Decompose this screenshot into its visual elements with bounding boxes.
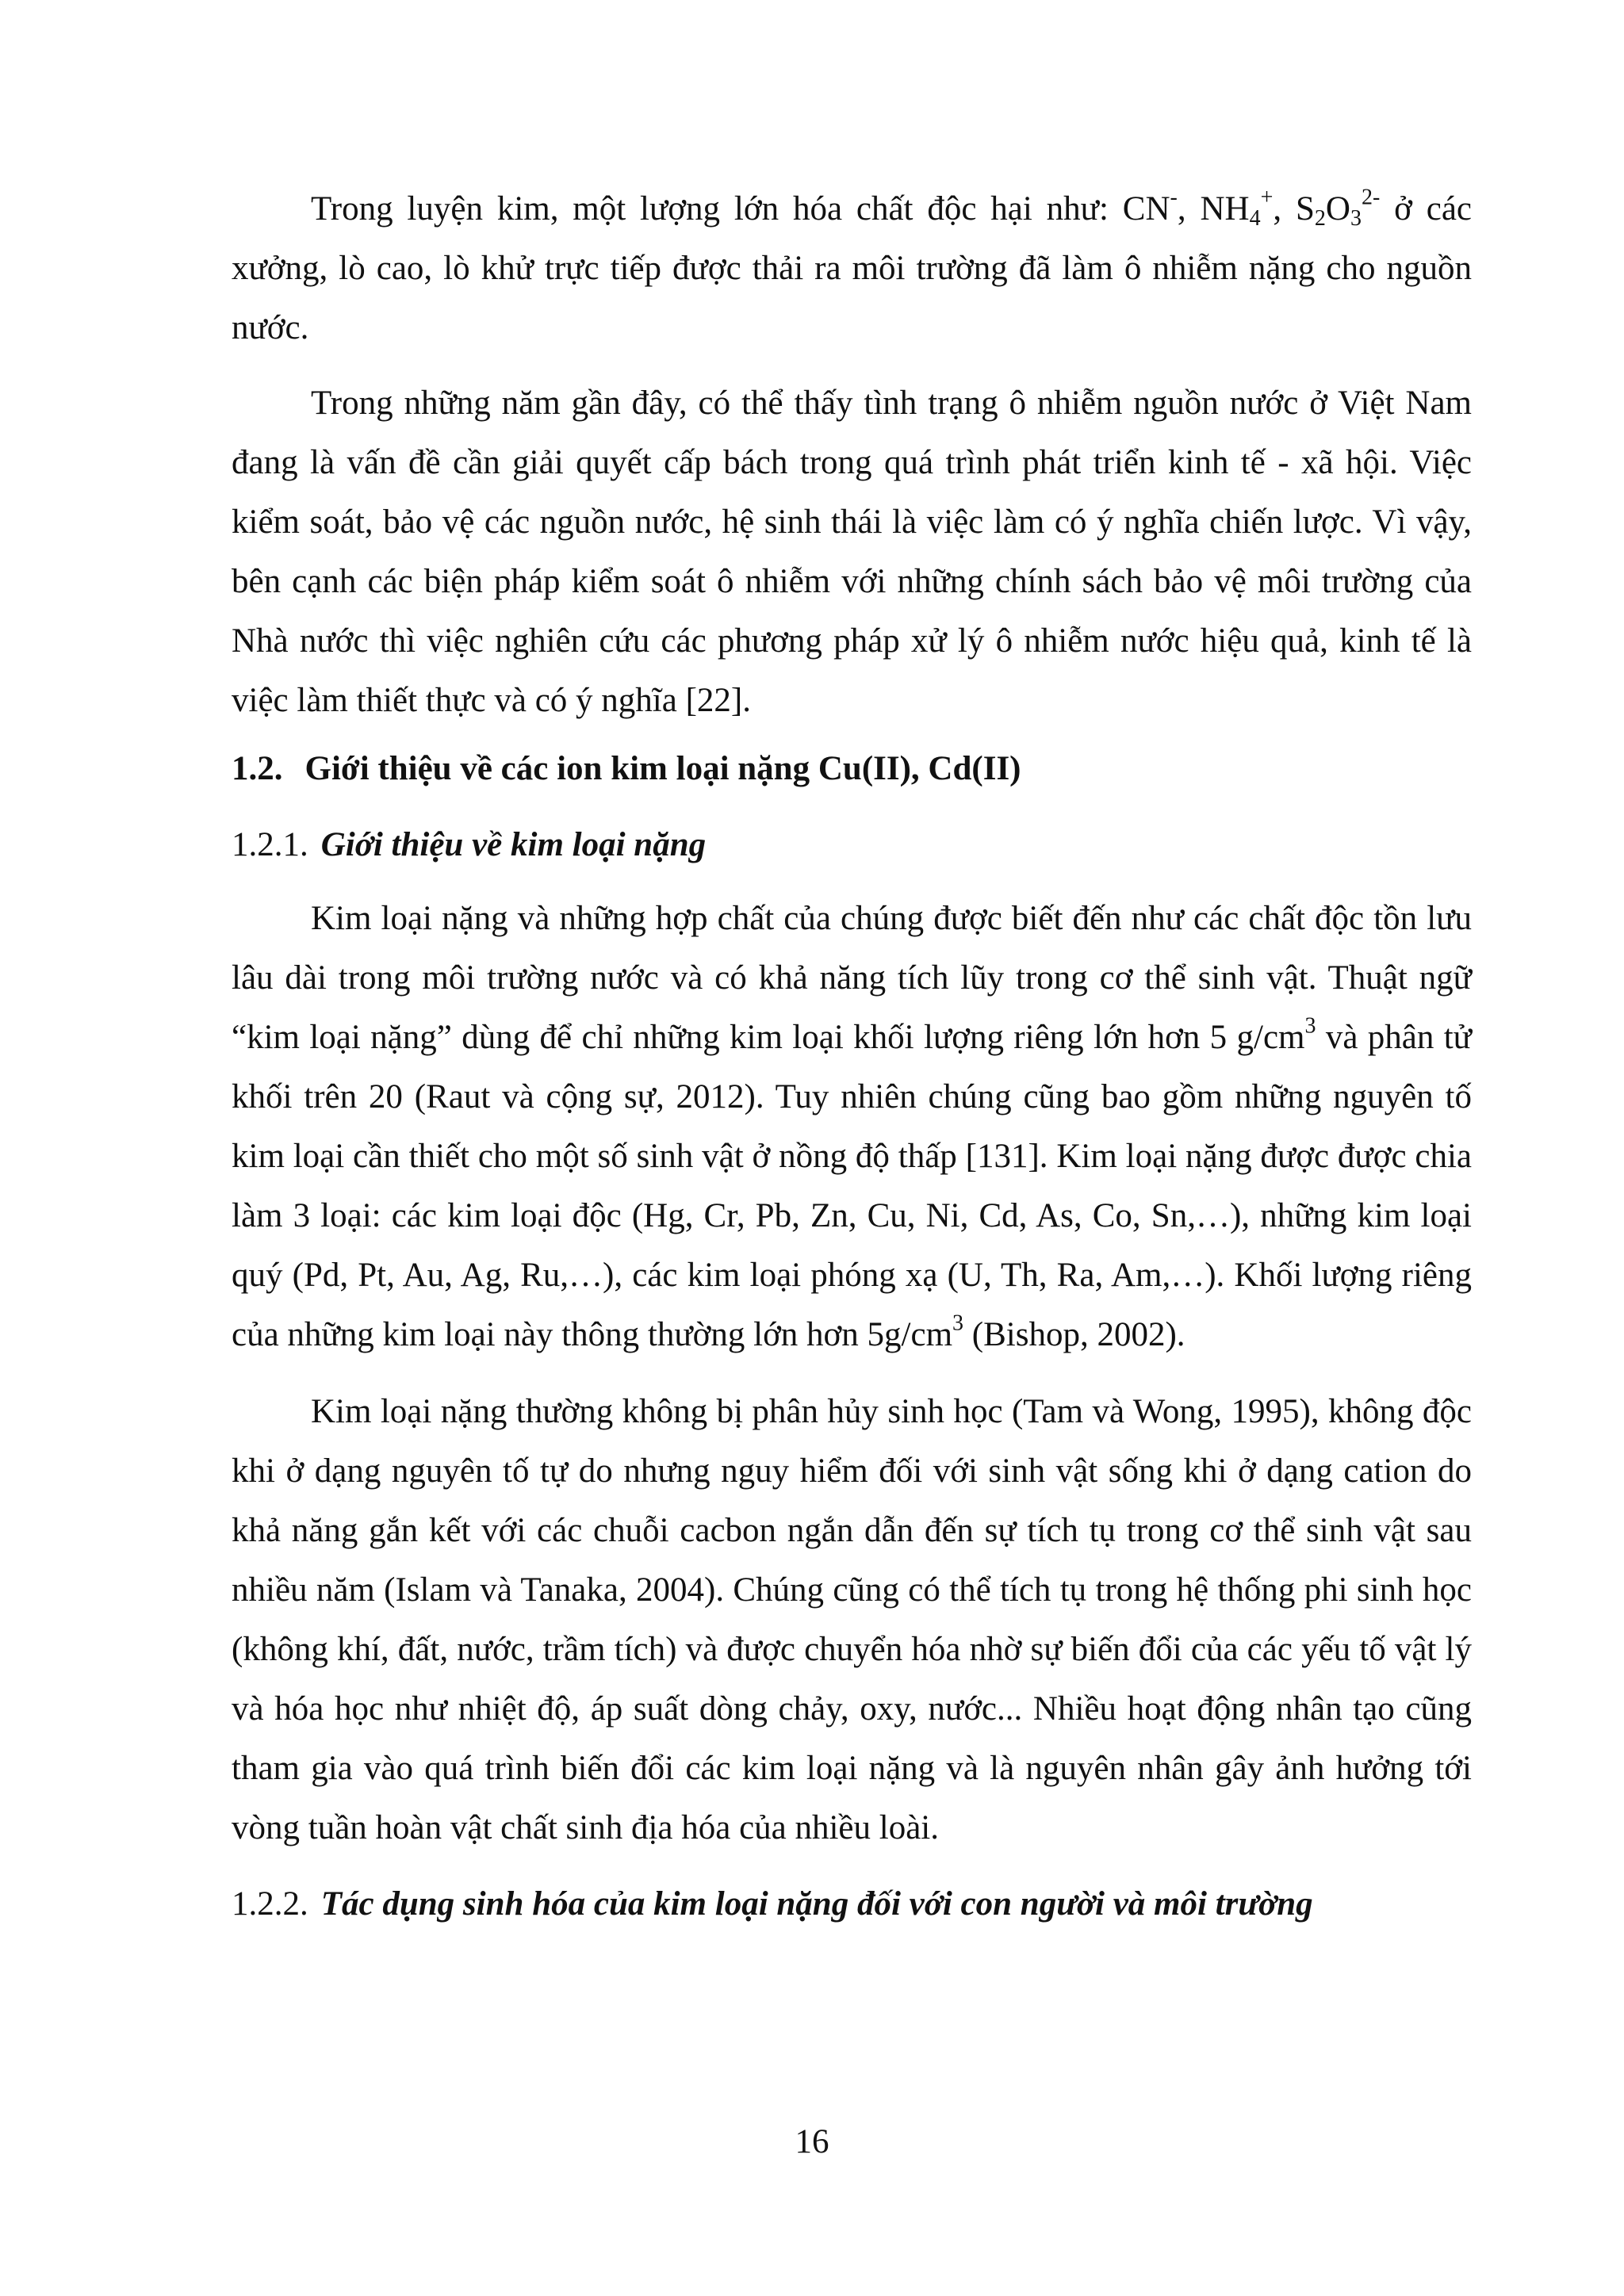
text-run: O <box>1325 190 1350 228</box>
superscript: 3 <box>952 1311 964 1336</box>
subscript: 4 <box>1249 206 1261 231</box>
paragraph-heavy-metal-persistence: Kim loại nặng thường không bị phân hủy sinh học (Tam và Wong, 1995), không độc khi ở dạng nguyên tố tự do nhưng nguy hiểm đối với sinh vật sống khi ở dạng cation do khả năng gắn kết với các chuỗi cacbon ngắn dẫn đến sự tích tụ trong cơ thể sinh vật sau nhiều năm (Islam và Tanaka, 2004). Chúng cũng có thể tích tụ trong hệ thống phi sinh học (không khí, đất, nước, trầm tích) và được chuyển hóa nhờ sự biến đổi của các yếu tố vật lý và hóa học như nhiệt độ, áp suất dòng chảy, oxy, nước... Nhiều hoạt động nhân tạo cũng tham gia vào quá trình biến đổi các kim loại nặng và là nguyên nhân gây ảnh hưởng tới vòng tuần hoàn vật chất sinh địa hóa của nhiều loài. <box>232 1393 1472 1846</box>
subsection-number: 1.2.1. <box>232 826 308 863</box>
text-run: ở các xưởng, lò cao, lò khử trực tiếp được thải ra môi trường đã làm ô nhiễm nặng cho nguồn nước. <box>232 190 1473 346</box>
subsection-title: Tác dụng sinh hóa của kim loại nặng đối với con người và môi trường <box>320 1885 1313 1923</box>
text-run: , S <box>1273 190 1315 228</box>
page-number: 16 <box>795 2123 829 2160</box>
text-run: Trong luyện kim, một lượng lớn hóa chất độc hại như: CN <box>311 190 1170 228</box>
superscript: - <box>1170 185 1178 210</box>
subsection-heading-1-2-2 <box>232 1880 1472 1929</box>
text-run: Kim loại nặng và những hợp chất của chúng được biết đến như các chất độc tồn lưu lâu dài trong môi trường nước và có khả năng tích lũy trong cơ thể sinh vật. Thuật ngữ “kim loại nặng” dùng để chỉ những kim loại khối lượng riêng lớn hơn 5 g/cm <box>232 900 1472 1056</box>
paragraph-vietnam-water-pollution: Trong những năm gần đây, có thể thấy tình trạng ô nhiễm nguồn nước ở Việt Nam đang là vấn đề cần giải quyết cấp bách trong quá trình phát triển kinh tế - xã hội. Việc kiểm soát, bảo vệ các nguồn nước, hệ sinh thái là việc làm có ý nghĩa chiến lược. Vì vậy, bên cạnh các biện pháp kiểm soát ô nhiễm với những chính sách bảo vệ môi trường của Nhà nước thì việc nghiên cứu các phương pháp xử lý ô nhiễm nước hiệu quả, kinh tế là việc làm thiết thực và có ý nghĩa [22]. <box>232 385 1472 719</box>
subsection-heading-1-2-1 <box>232 821 1472 870</box>
text-run: , NH <box>1177 190 1250 228</box>
superscript: 2- <box>1361 185 1381 210</box>
subscript: 2 <box>1314 206 1326 231</box>
section-number: 1.2. <box>232 750 283 787</box>
subsection-number: 1.2.2. <box>232 1885 308 1923</box>
subsection-title: Giới thiệu về kim loại nặng <box>320 826 707 863</box>
text-run: và phân tử khối trên 20 (Raut và cộng sự, 2012). Tuy nhiên chúng cũng bao gồm những nguyên tố kim loại cần thiết cho một số sinh vật ở nồng độ thấp [131]. Kim loại nặng được được chia làm 3 loại: các kim loại độc (Hg, Cr, Pb, Zn, Cu, Ni, Cd, As, Co, Sn,…), những kim loại quý (Pd, Pt, Au, Ag, Ru,…), các kim loại phóng xạ (U, Th, Ra, Am,…). Khối lượng riêng của những kim loại này thông thường lớn hơn 5g/cm <box>232 1019 1472 1353</box>
text-run: (Bishop, 2002). <box>963 1316 1185 1353</box>
page-body <box>232 179 1472 1948</box>
paragraph-metallurgy-pollution <box>232 179 1472 358</box>
subscript: 3 <box>1350 206 1362 231</box>
section-title: Giới thiệu về các ion kim loại nặng Cu(II), Cd(II) <box>304 750 1021 787</box>
superscript: + <box>1260 185 1274 210</box>
superscript: 3 <box>1304 1013 1316 1039</box>
paragraph-heavy-metal-definition <box>232 889 1472 1364</box>
section-heading-1-2 <box>232 744 1472 794</box>
